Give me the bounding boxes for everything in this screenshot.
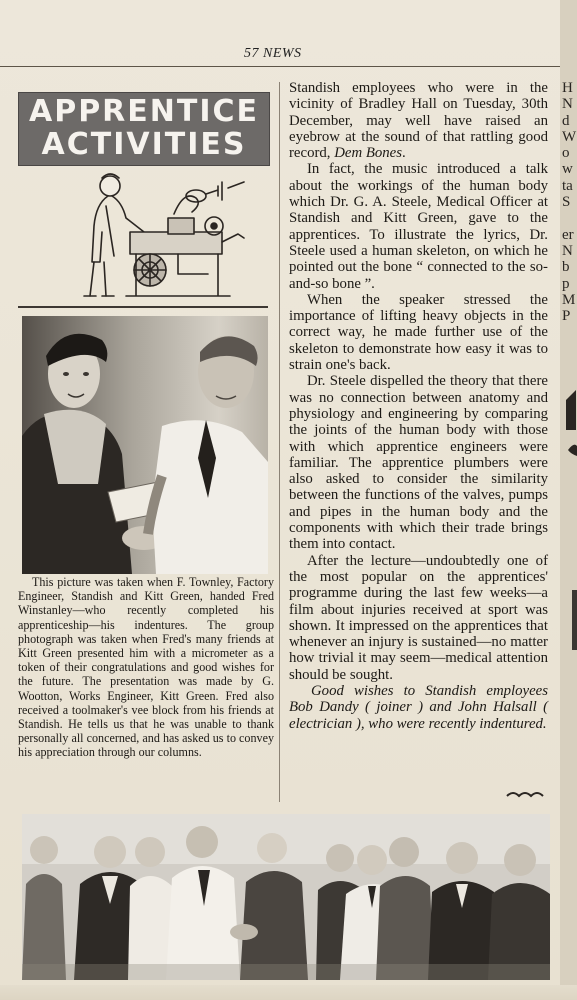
edge-letter: d — [562, 112, 570, 129]
edge-letter: ta — [562, 177, 573, 194]
edge-letter — [562, 210, 577, 226]
banner-title-line-2: ACTIVITIES — [41, 127, 247, 162]
column-rule — [18, 306, 268, 308]
page-number: 57 NEWS — [244, 46, 302, 61]
section-banner — [18, 92, 270, 166]
edge-letter: M — [562, 291, 576, 308]
photo-caption: This picture was taken when F. Townley, Factory Engineer, Standish and Kitt Green, handed Fred Winstanley—who recently completed his apprenticeship—his indentures. The group photograph was taken when Fred's many friends at Kitt Green presented him with a micrometer as a token of their congratulations and good wishes for the future. The presentation was made by G. Wootton, Works Engineer, Kitt Green. Fred also received a toolmaker's vee block from his friends at Standish. He tells us that he was unable to thank personally all concerned, and has asked us to convey his appreciation through our columns. — [18, 575, 274, 760]
adjacent-page-marks — [558, 380, 577, 700]
article-paragraph — [289, 80, 548, 161]
good-wishes-note: Good wishes to Standish employees Bob Dandy ( joiner ) and John Halsall ( electrician ), who were recently indentured. — [289, 682, 548, 732]
edge-letter: S — [562, 194, 571, 211]
page-bottom-edge — [0, 985, 577, 1000]
edge-letter: b — [562, 259, 570, 276]
adjacent-page-text — [562, 80, 577, 380]
edge-letter: N — [562, 96, 573, 113]
banner-title-line-1: APPRENTICE — [28, 94, 260, 129]
column-divider — [279, 82, 280, 802]
article-body — [289, 80, 548, 810]
edge-letter: w — [562, 161, 573, 178]
edge-letter: N — [562, 242, 573, 259]
edge-letter: er — [562, 226, 574, 243]
edge-letter: W — [562, 128, 577, 145]
article-paragraph: Dr. Steele dispelled the theory that there was no connection between anatomy and physiology and engineering by comparing the joints of the human body with those with which apprentice engineers were familiar. The apprentice plumbers were also asked to consider the similarity between the functions of the valves, pumps and pipes in the human body and the components with which their trade brings them into contact. — [289, 373, 548, 553]
header-rule — [0, 66, 560, 67]
paragraph-text: Standish employees who were in the vicinity of Bradley Hall on Tuesday, 30th December, may well have raised an eyebrow at the sound of that rattling good record, — [289, 80, 548, 162]
page-header — [0, 40, 560, 70]
edge-letter: P — [562, 308, 571, 325]
edge-letter: o — [562, 145, 570, 162]
article-paragraph: When the speaker stressed the importance of lifting heavy objects in the correct way, he made further use of the skeleton to demonstrate how easy it was to strain one's back. — [289, 291, 548, 374]
group-presentation-photo — [22, 814, 550, 980]
end-mark-icon — [505, 790, 547, 800]
article-paragraph: In fact, the music introduced a talk about the workings of the human body which Dr. G. A. Steele, Medical Officer at Standish and Kitt Green, gave to the apprentices. To illustrate the lyrics, Dr. Steele used a human skeleton, on which he pointed out the bone “ connected to the so-and-so bone ”. — [289, 161, 548, 292]
paragraph-text: . — [402, 145, 406, 162]
record-title: Dem Bones — [334, 145, 402, 162]
edge-letter: p — [562, 275, 570, 292]
apprentice-lathe-illustration — [18, 166, 268, 306]
indentures-presentation-photo — [22, 316, 268, 574]
article-paragraph: After the lecture—undoubtedly one of the most popular on the apprentices' programme during the last few weeks—a film about injuries received at sport was shown. It impressed on the apprentices that whenever an injury is sustained—no matter how trivial it may seem—medical attention should be sought. — [289, 552, 548, 683]
edge-letter: H — [562, 80, 573, 96]
